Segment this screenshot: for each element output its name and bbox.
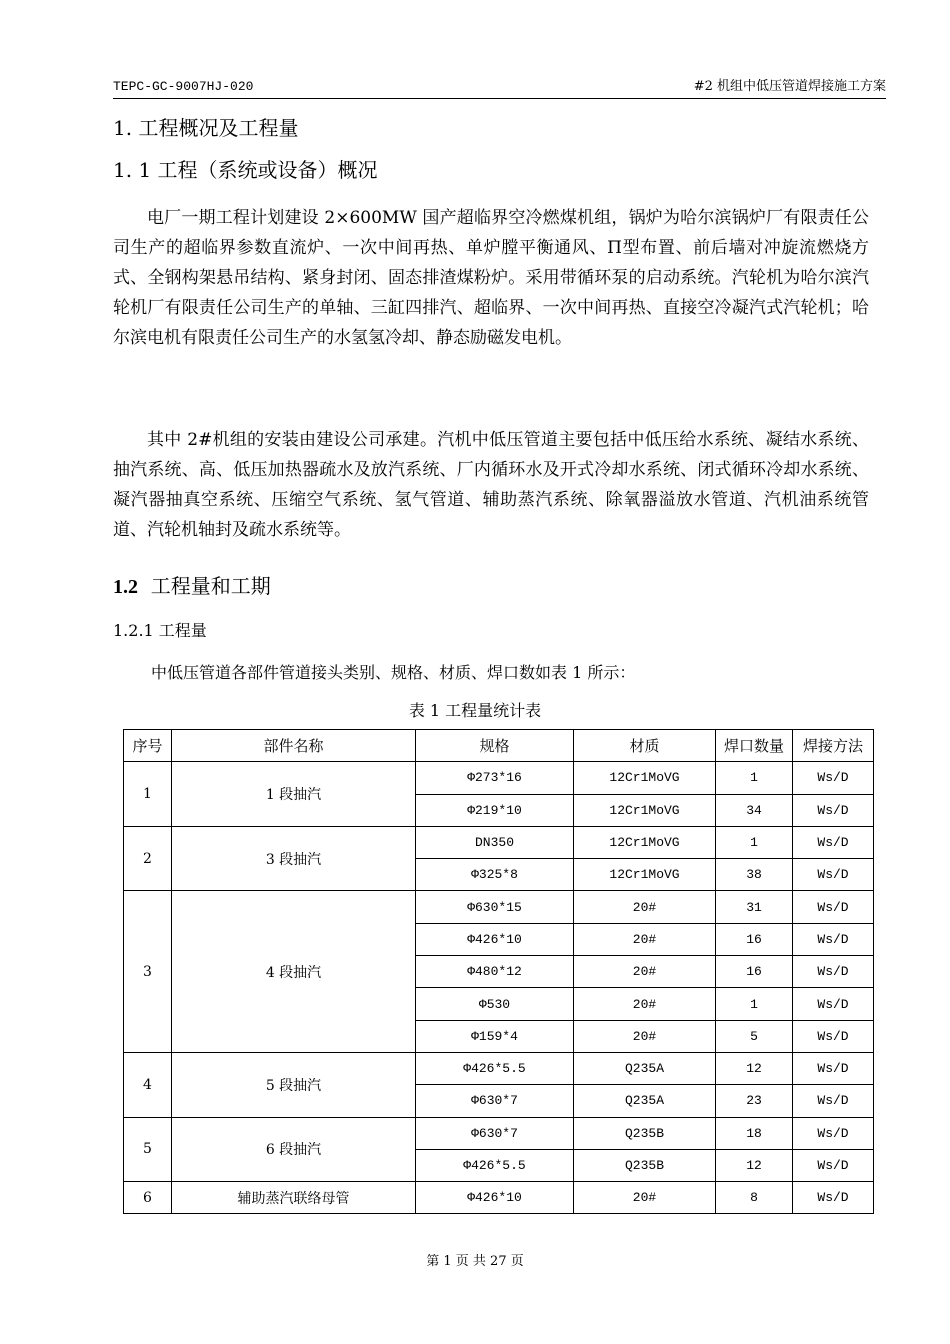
cell-name: 辅助蒸汽联络母管 bbox=[172, 1182, 416, 1214]
cell-material: 20# bbox=[574, 891, 716, 923]
cell-spec: Φ273*16 bbox=[416, 762, 574, 794]
overview-paragraph-2: 其中 2#机组的安装由建设公司承建。汽机中低压管道主要包括中低压给水系统、凝结水系统、抽汽系统、高、低压加热器疏水及放汽系统、厂内循环水及开式冷却水系统、闭式循环冷却水系统、凝汽器抽真空系统、压缩空气系统、氢气管道、辅助蒸汽系统、除氧器溢放水管道、汽机油系统管道、汽轮机轴封及疏水系统等。 bbox=[113, 430, 869, 540]
section-1-1-title: 1. 1 工程（系统或设备）概况 bbox=[113, 158, 378, 182]
cell-count: 5 bbox=[716, 1020, 793, 1052]
page-number: 第 1 页 共 27 页 bbox=[426, 1254, 524, 1269]
cell-material: 12Cr1MoVG bbox=[574, 826, 716, 858]
cell-spec: Φ426*5.5 bbox=[416, 1149, 574, 1181]
cell-material: 12Cr1MoVG bbox=[574, 794, 716, 826]
cell-spec: Φ426*10 bbox=[416, 923, 574, 955]
cell-method: Ws/D bbox=[793, 1085, 874, 1117]
cell-material: 12Cr1MoVG bbox=[574, 859, 716, 891]
header-material: 材质 bbox=[574, 730, 716, 762]
cell-count: 34 bbox=[716, 794, 793, 826]
header-count: 焊口数量 bbox=[716, 730, 793, 762]
header-no: 序号 bbox=[124, 730, 172, 762]
cell-spec: DN350 bbox=[416, 826, 574, 858]
cell-name: 1 段抽汽 bbox=[172, 762, 416, 827]
doc-title: #2 机组中低压管道焊接施工方案 bbox=[693, 79, 886, 94]
table-header-row bbox=[124, 730, 874, 762]
cell-count: 31 bbox=[716, 891, 793, 923]
cell-material: Q235A bbox=[574, 1052, 716, 1084]
cell-name: 4 段抽汽 bbox=[172, 891, 416, 1052]
cell-method: Ws/D bbox=[793, 891, 874, 923]
cell-method: Ws/D bbox=[793, 988, 874, 1020]
section-1-title: 1. 工程概况及工程量 bbox=[113, 116, 299, 140]
header-name: 部件名称 bbox=[172, 730, 416, 762]
table-row bbox=[124, 762, 874, 794]
cell-method: Ws/D bbox=[793, 1149, 874, 1181]
page-header bbox=[113, 76, 886, 99]
cell-spec: Φ159*4 bbox=[416, 1020, 574, 1052]
cell-spec: Φ426*5.5 bbox=[416, 1052, 574, 1084]
cell-no: 1 bbox=[124, 762, 172, 827]
cell-method: Ws/D bbox=[793, 794, 874, 826]
cell-material: 20# bbox=[574, 923, 716, 955]
cell-name: 3 段抽汽 bbox=[172, 826, 416, 891]
cell-method: Ws/D bbox=[793, 826, 874, 858]
cell-count: 8 bbox=[716, 1182, 793, 1214]
cell-count: 12 bbox=[716, 1149, 793, 1181]
cell-method: Ws/D bbox=[793, 1020, 874, 1052]
cell-method: Ws/D bbox=[793, 1117, 874, 1149]
cell-no: 4 bbox=[124, 1052, 172, 1117]
cell-material: Q235A bbox=[574, 1085, 716, 1117]
cell-method: Ws/D bbox=[793, 956, 874, 988]
doc-code: TEPC-GC-9007HJ-020 bbox=[113, 79, 254, 94]
table-caption: 表 1 工程量统计表 bbox=[408, 701, 542, 720]
cell-spec: Φ630*7 bbox=[416, 1117, 574, 1149]
table-row bbox=[124, 891, 874, 923]
cell-spec: Φ480*12 bbox=[416, 956, 574, 988]
cell-spec: Φ219*10 bbox=[416, 794, 574, 826]
cell-method: Ws/D bbox=[793, 923, 874, 955]
cell-count: 1 bbox=[716, 762, 793, 794]
quantity-table bbox=[123, 729, 874, 1214]
cell-method: Ws/D bbox=[793, 1052, 874, 1084]
table-row bbox=[124, 826, 874, 858]
cell-no: 2 bbox=[124, 826, 172, 891]
cell-spec: Φ325*8 bbox=[416, 859, 574, 891]
section-1-2-title bbox=[113, 570, 271, 599]
table-row bbox=[124, 1182, 874, 1214]
cell-material: 20# bbox=[574, 1020, 716, 1052]
cell-no: 6 bbox=[124, 1182, 172, 1214]
cell-spec: Φ630*7 bbox=[416, 1085, 574, 1117]
section-1-2-1-title: 1.2.1 工程量 bbox=[113, 621, 207, 640]
cell-spec: Φ426*10 bbox=[416, 1182, 574, 1214]
cell-material: Q235B bbox=[574, 1117, 716, 1149]
overview-paragraph-1: 电厂一期工程计划建设 2×600MW 国产超临界空冷燃煤机组，锅炉为哈尔滨锅炉厂有限责任公司生产的超临界参数直流炉、一次中间再热、单炉膛平衡通风、Π型布置、前后墙对冲旋流燃烧方式、全钢构架悬吊结构、紧身封闭、固态排渣煤粉炉。采用带循环泵的启动系统。汽轮机为哈尔滨汽轮机厂有限责任公司生产的单轴、三缸四排汽、超临界、一次中间再热、直接空冷凝汽式汽轮机；哈尔滨电机有限责任公司生产的水氢氢冷却、静态励磁发电机。 bbox=[113, 208, 869, 348]
section-1-2-number: 1.2 bbox=[113, 576, 138, 598]
header-spec: 规格 bbox=[416, 730, 574, 762]
table-row bbox=[124, 1052, 874, 1084]
cell-count: 16 bbox=[716, 923, 793, 955]
header-method: 焊接方法 bbox=[793, 730, 874, 762]
cell-material: 12Cr1MoVG bbox=[574, 762, 716, 794]
table-row bbox=[124, 1117, 874, 1149]
cell-name: 6 段抽汽 bbox=[172, 1117, 416, 1182]
cell-no: 3 bbox=[124, 891, 172, 1052]
cell-method: Ws/D bbox=[793, 1182, 874, 1214]
cell-count: 1 bbox=[716, 988, 793, 1020]
cell-method: Ws/D bbox=[793, 762, 874, 794]
cell-name: 5 段抽汽 bbox=[172, 1052, 416, 1117]
cell-count: 38 bbox=[716, 859, 793, 891]
cell-count: 23 bbox=[716, 1085, 793, 1117]
cell-spec: Φ530 bbox=[416, 988, 574, 1020]
cell-method: Ws/D bbox=[793, 859, 874, 891]
cell-count: 18 bbox=[716, 1117, 793, 1149]
section-1-2-text: 工程量和工期 bbox=[150, 574, 271, 598]
cell-spec: Φ630*15 bbox=[416, 891, 574, 923]
cell-material: 20# bbox=[574, 1182, 716, 1214]
cell-count: 16 bbox=[716, 956, 793, 988]
table-intro: 中低压管道各部件管道接头类别、规格、材质、焊口数如表 1 所示： bbox=[151, 663, 636, 682]
cell-no: 5 bbox=[124, 1117, 172, 1182]
cell-count: 12 bbox=[716, 1052, 793, 1084]
cell-count: 1 bbox=[716, 826, 793, 858]
table-body bbox=[124, 762, 874, 1214]
cell-material: Q235B bbox=[574, 1149, 716, 1181]
cell-material: 20# bbox=[574, 988, 716, 1020]
cell-material: 20# bbox=[574, 956, 716, 988]
